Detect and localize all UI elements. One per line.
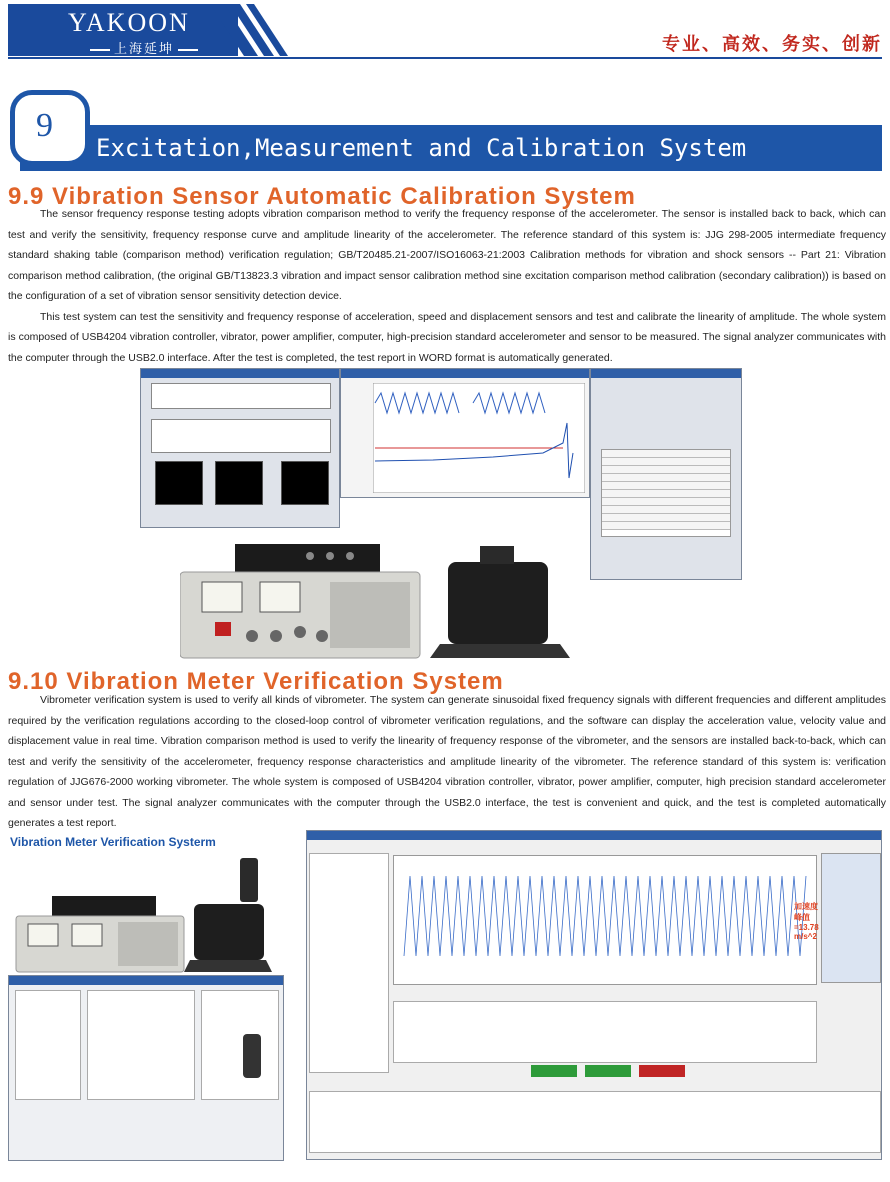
calibration-software-screenshot [140,368,340,528]
vibrometer-test-dialog-screenshot [8,975,284,1161]
section-9-10-title: 9.10 Vibration Meter Verification System [8,668,504,695]
logo-stripes-decoration [210,4,290,56]
logo-english-text: YAKOON [68,8,190,37]
company-slogan: 专业、高效、务实、创新 [662,34,882,55]
vibrometer-equipment-photo [10,856,272,974]
section-9-9-title: 9.9 Vibration Sensor Automatic Calibration System [8,183,636,210]
section-9-10-paragraph-1: Vibrometer verification system is used to verify all kinds of vibrometer. The system can generate sinusoidal fixed frequency signals with different frequencies and different amplitudes required by the verification regulations according to the closed-loop control of vibrometer verification regulations, and the software can display the acceleration value, velocity value and displacement value in real time. Vibration comparison method is used to verify the linearity of frequency response of the vibrometer, and the sensors are installed back-to-back, which can test and verify the sensitivity of the accelerometer, frequency response characteristics and amplitude linearity of the vibrometer. The reference standard of this system is: verification regulation of JJG676-2000 working vibrometer. The whole system is composed of USB4204 vibration controller, vibrator, power amplifier, computer, high precision standard accelerometer and sensor under test. The signal analyzer communicates with the computer through the USB2.0 interface, the test is convenient and quick, and the test is completed automatically generates a test report. [8,694,886,829]
chapter-title: Excitation,Measurement and Calibration System [96,134,747,162]
figure-caption: Vibration Meter Verification Systerm [10,835,216,849]
acceleration-peak-readout: 加速度峰值=13.78 m/s^2 [794,902,819,941]
logo-chinese-text: 上海延坤 [86,38,202,57]
chapter-number: 9 [36,107,53,144]
section-9-9-paragraph-2: This test system can test the sensitivity and frequency response of acceleration, speed and displacement sensors and test and calibrate the linearity of amplitude. The whole system is composed of USB4204 vibration controller, vibrator, power amplifier, computer, high-precision standard accelerometer and sensor to be measured. The signal analyzer communicates with the computer through the USB2.0 interface. After the test is completed, the test report in WORD format is automatically generated. [8,310,886,364]
company-logo [8,4,238,56]
section-9-9-paragraph-1: The sensor frequency response testing adopts vibration comparison method to verify the frequency response of the accelerometer. The sensor is installed back to back, which can test and verify the sensitivity, frequency response curve and amplitude linearity of the accelerometer. The reference standard of this system is: JJG 298-2005 intermediate frequency standard shaking table (comparison method) verification regulation; GB/T20485.21-2007/ISO16063-21:2003 Calibration methods for vibration and shock sensors -- Part 21: Vibration comparison method calibration, (the original GB/T13823.3 vibration and impact sensor calibration method sine excitation comparison method calibration (secondary calibration)) is based on the configuration of a set of vibration sensor sensitivity detection device. [8,208,886,302]
calibration-equipment-photo [180,540,570,662]
section-9-10-body [8,690,886,834]
frequency-response-screenshot [340,368,590,498]
header-divider [8,57,882,59]
test-settings-dialog-screenshot [590,368,742,580]
section-9-9-body [8,204,886,368]
vibrometer-software-screenshot [306,830,882,1160]
